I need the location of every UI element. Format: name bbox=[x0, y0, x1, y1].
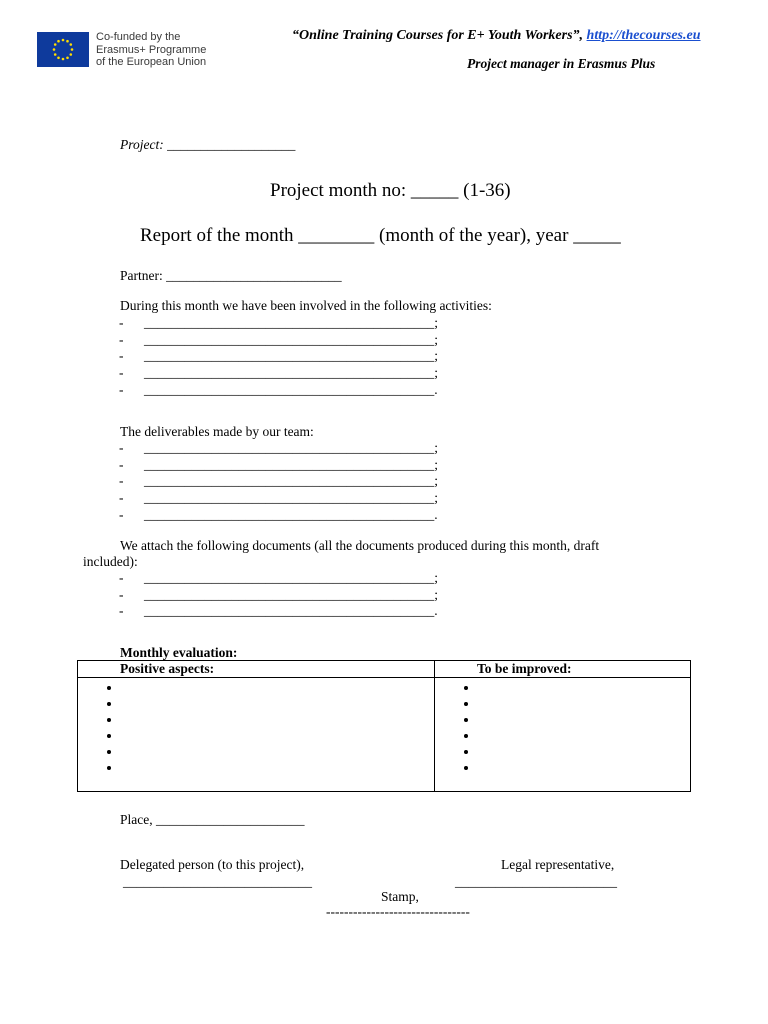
report-month-heading: Report of the month ________ (month of the year), year _____ bbox=[140, 225, 621, 246]
delegated-person-label: Delegated person (to this project), bbox=[120, 857, 305, 872]
evaluation-bullet-item bbox=[122, 680, 434, 696]
list-dash: - bbox=[119, 473, 124, 488]
stamp-label: Stamp, bbox=[381, 889, 419, 904]
header-title-text: “Online Training Courses for E+ Youth Workers”, bbox=[292, 28, 584, 43]
activities-intro: During this month we have been involved in the following activities: bbox=[120, 298, 492, 313]
evaluation-table bbox=[77, 660, 691, 792]
positive-aspects-cell bbox=[78, 678, 435, 792]
evaluation-bullet-item bbox=[122, 696, 434, 712]
legal-signature-line: ________________________ bbox=[455, 874, 617, 889]
deliverable-blank-5: ___________________________________________. bbox=[144, 507, 438, 522]
activity-blank-4: ___________________________________________; bbox=[144, 365, 439, 380]
list-dash: - bbox=[119, 507, 124, 522]
list-dash: - bbox=[119, 440, 124, 455]
project-field: Project: ___________________ bbox=[120, 137, 296, 152]
evaluation-bullet-item bbox=[122, 712, 434, 728]
attachment-blank-2: ___________________________________________; bbox=[144, 587, 439, 602]
evaluation-title: Monthly evaluation: bbox=[120, 645, 238, 660]
activity-blank-1: ___________________________________________; bbox=[144, 315, 439, 330]
eu-stars-icon bbox=[37, 32, 89, 67]
list-dash: - bbox=[119, 490, 124, 505]
list-dash: - bbox=[119, 570, 124, 585]
attachments-intro-line-1: We attach the following documents (all the documents produced during this month, draft bbox=[120, 538, 600, 553]
deliverable-blank-2: ___________________________________________; bbox=[144, 457, 439, 472]
header-title bbox=[292, 28, 701, 44]
list-dash: - bbox=[119, 382, 124, 397]
project-month-heading: Project month no: _____ (1-36) bbox=[270, 180, 511, 201]
to-be-improved-cell bbox=[435, 678, 691, 792]
header-subtitle: Project manager in Erasmus Plus bbox=[467, 56, 656, 71]
evaluation-bullet-item bbox=[122, 760, 434, 776]
legal-representative-label: Legal representative, bbox=[501, 857, 615, 872]
evaluation-bullet-item bbox=[479, 760, 690, 776]
stamp-line: -------------------------------- bbox=[326, 904, 470, 919]
to-be-improved-header: To be improved: bbox=[435, 661, 691, 678]
header-url-link[interactable]: http://thecourses.eu bbox=[586, 28, 701, 43]
attachments-intro-line-2: included): bbox=[83, 554, 138, 569]
deliverables-intro: The deliverables made by our team: bbox=[120, 424, 314, 439]
list-dash: - bbox=[119, 315, 124, 330]
delegated-signature-line: ____________________________ bbox=[123, 874, 312, 889]
evaluation-bullet-item bbox=[479, 712, 690, 728]
list-dash: - bbox=[119, 587, 124, 602]
deliverable-blank-3: ___________________________________________; bbox=[144, 473, 439, 488]
list-dash: - bbox=[119, 348, 124, 363]
list-dash: - bbox=[119, 603, 124, 618]
positive-aspects-list bbox=[78, 680, 434, 776]
logo-line-2: Erasmus+ Programme bbox=[96, 43, 207, 56]
place-field: Place, ______________________ bbox=[120, 812, 305, 827]
attachment-blank-3: ___________________________________________. bbox=[144, 603, 438, 618]
to-be-improved-list bbox=[435, 680, 690, 776]
evaluation-bullet-item bbox=[122, 744, 434, 760]
list-dash: - bbox=[119, 457, 124, 472]
evaluation-bullet-item bbox=[479, 680, 690, 696]
attachment-blank-1: ___________________________________________; bbox=[144, 570, 439, 585]
evaluation-bullet-item bbox=[479, 696, 690, 712]
logo-line-1: Co-funded by the bbox=[96, 31, 181, 43]
activity-blank-3: ___________________________________________; bbox=[144, 348, 439, 363]
deliverable-blank-4: ___________________________________________; bbox=[144, 490, 439, 505]
list-dash: - bbox=[119, 332, 124, 347]
positive-aspects-header: Positive aspects: bbox=[78, 661, 435, 678]
activity-blank-5: ___________________________________________. bbox=[144, 382, 438, 397]
partner-field: Partner: __________________________ bbox=[120, 268, 342, 283]
eu-flag-icon bbox=[37, 32, 89, 67]
evaluation-bullet-item bbox=[479, 744, 690, 760]
activity-blank-2: ___________________________________________; bbox=[144, 332, 439, 347]
deliverable-blank-1: ___________________________________________; bbox=[144, 440, 439, 455]
list-dash: - bbox=[119, 365, 124, 380]
logo-line-3: of the European Union bbox=[96, 56, 207, 68]
evaluation-bullet-item bbox=[479, 728, 690, 744]
erasmus-logo-text bbox=[96, 31, 206, 69]
evaluation-bullet-item bbox=[122, 728, 434, 744]
